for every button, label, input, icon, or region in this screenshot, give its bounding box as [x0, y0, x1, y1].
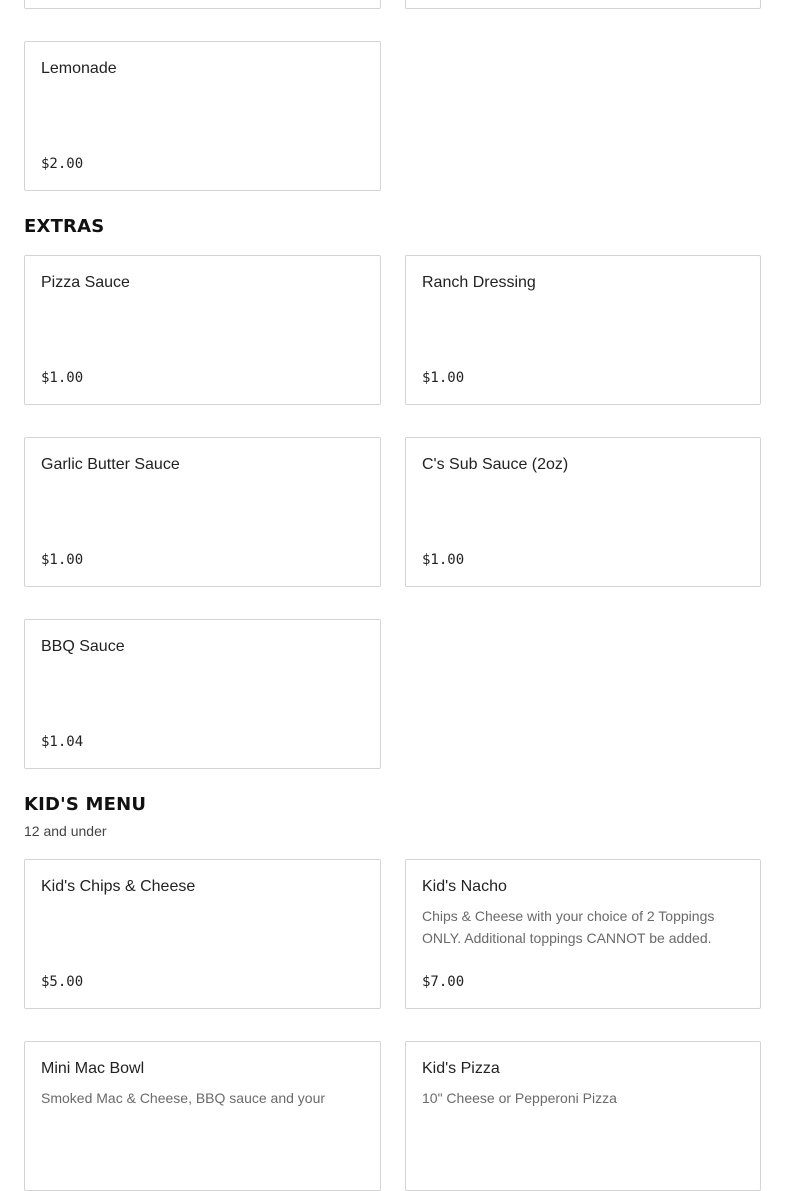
item-name: C's Sub Sauce (2oz) — [422, 456, 569, 473]
menu-item-card[interactable] — [405, 437, 761, 587]
item-name: Pizza Sauce — [41, 274, 130, 291]
item-name: Garlic Butter Sauce — [41, 456, 180, 473]
item-description: Smoked Mac & Cheese, BBQ sauce and your — [41, 1090, 326, 1106]
menu-item-card[interactable] — [405, 0, 761, 9]
item-price: $1.00 — [41, 552, 84, 568]
item-name: Kid's Pizza — [422, 1060, 500, 1077]
menu-item-card[interactable] — [24, 437, 381, 587]
item-name: Kid's Nacho — [422, 878, 507, 895]
menu-item-card[interactable] — [24, 619, 381, 769]
section-subtitle: 12 and under — [24, 823, 107, 839]
item-name: Kid's Chips & Cheese — [41, 878, 196, 895]
item-price: $7.00 — [422, 974, 465, 990]
item-name: Lemonade — [41, 60, 117, 77]
menu-item-card[interactable] — [24, 41, 381, 191]
item-price: $5.00 — [41, 974, 84, 990]
menu-item-card[interactable] — [24, 859, 381, 1009]
item-price: $1.00 — [41, 370, 84, 386]
menu-item-card[interactable] — [405, 255, 761, 405]
item-price: $1.04 — [41, 734, 84, 750]
item-name: Ranch Dressing — [422, 274, 536, 291]
item-description: 10" Cheese or Pepperoni Pizza — [422, 1090, 617, 1106]
section-title-kids-menu: KID'S MENU — [24, 794, 147, 815]
menu-item-card[interactable] — [24, 1041, 381, 1191]
menu-item-card[interactable] — [24, 0, 381, 9]
item-name: BBQ Sauce — [41, 638, 125, 655]
item-price: $1.00 — [422, 370, 465, 386]
section-title-extras: EXTRAS — [24, 216, 105, 237]
item-price: $2.00 — [41, 156, 84, 172]
item-name: Mini Mac Bowl — [41, 1060, 145, 1077]
menu-item-card[interactable] — [24, 255, 381, 405]
item-description: Chips & Cheese with your choice of 2 Toppings ONLY. Additional toppings CANNOT be added. — [422, 908, 715, 946]
menu-item-card[interactable] — [405, 859, 761, 1009]
menu-item-card[interactable] — [405, 1041, 761, 1191]
item-price: $1.00 — [422, 552, 465, 568]
